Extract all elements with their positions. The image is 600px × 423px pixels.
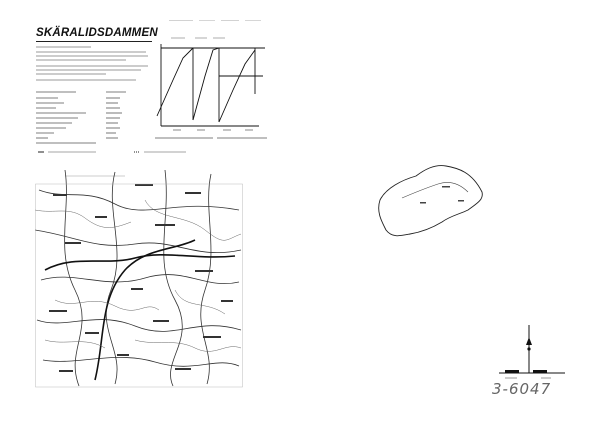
legend [36,148,196,156]
location-map [35,170,243,388]
graph-axes [161,44,265,126]
graph-curves [157,48,263,122]
title-underline [36,41,152,42]
reference-number: 3-6047 [492,380,552,398]
map-roads [35,170,241,386]
data-table [36,92,126,143]
reservoir-volume-graph [153,20,269,148]
map-title: SKÄRALIDSDAMMEN [36,27,158,39]
info-text-block [36,44,154,148]
reservoir-outline [372,158,490,244]
north-arrow-scale [495,323,569,381]
map-border [36,184,243,387]
